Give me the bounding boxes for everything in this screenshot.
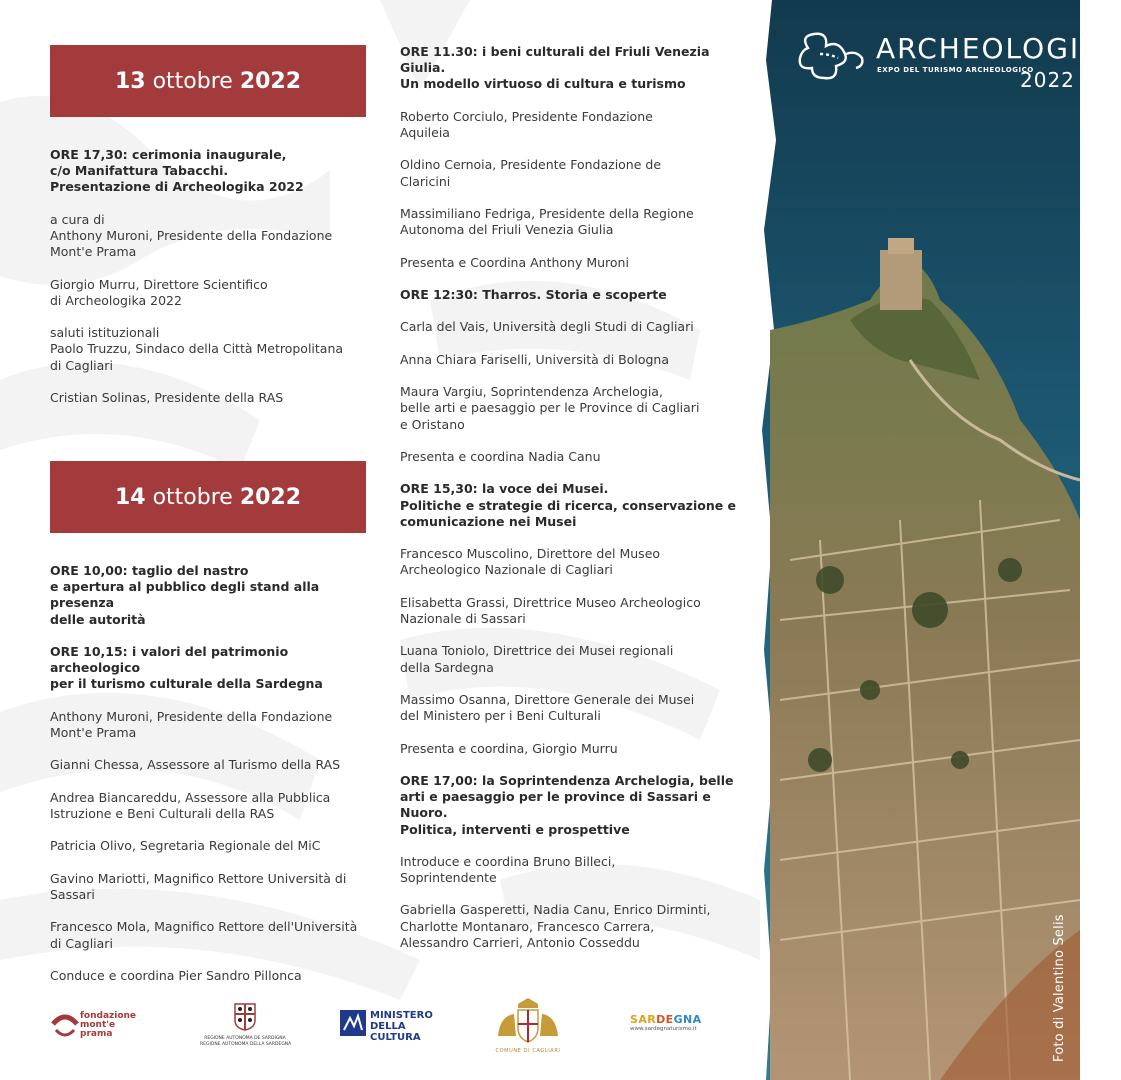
program-heading: ORE 11.30: i beni culturali del Friuli Venezia Giulia. Un modello virtuoso di cultura e turismo [400,44,710,92]
fmp-line1: fondazione [80,1011,137,1021]
archeologika-logo [790,26,1121,96]
program-entry: Presenta e Coordina Anthony Muroni [400,254,629,270]
monte-prama-arc-icon [50,1010,80,1044]
sardegna-name [630,1014,720,1026]
mic-emblem-icon [340,1010,366,1036]
sardinia-crest-icon [233,1002,257,1032]
date-year: 2022 [239,484,302,510]
day2-program [50,563,380,1000]
ras-line2: REGIONE AUTONOMA DELLA SARDEGNA [200,1042,292,1047]
program-heading: ORE 17,00: la Soprintendenza Archelogia, belle arti e paesaggio per le province di Sassari e Nuoro. Politica, interventi e prospettive [400,772,734,837]
regione-sardegna-logo [200,1002,290,1050]
date-month: ottobre [152,484,233,510]
sardegna-name-part2: DE [656,1013,674,1026]
program-entry: Patricia Olivo, Segretaria Regionale del MiC [50,838,321,854]
ras-line1: REGIONE AUTONOMA DE SARDIGNA [204,1036,286,1041]
program-entry: Maura Vargiu, Soprintendenza Archelogia, belle arti e paesaggio per le Province di Cagliari e Oristano [400,384,700,432]
program-entry: Gavino Mariotti, Magnifico Rettore Università di Sassari [50,870,347,902]
program-entry: Cristian Solinas, Presidente della RAS [50,389,284,405]
sponsor-logos [0,990,760,1080]
program-entry: Giorgio Murru, Direttore Scientifico di Archeologika 2022 [50,276,268,308]
date-number: 14 [114,484,146,510]
program-entry: Francesco Mola, Magnifico Rettore dell'Università di Cagliari [50,919,358,951]
program-entry: Anthony Muroni, Presidente della Fondazione Mont'e Prama [50,708,333,740]
program-entry: Massimiliano Fedriga, Presidente della Regione Autonoma del Friuli Venezia Giulia [400,205,694,238]
cagliari-text: COMUNE DI CAGLIARI [495,1048,561,1054]
program-entry: Carla del Vais, Università degli Studi di Cagliari [400,319,694,335]
fondazione-monte-prama-logo [50,1010,145,1050]
aerial-photo-illustration [760,0,1080,1080]
program-entry: Oldino Cernoia, Presidente Fondazione de Claricini [400,157,662,189]
date-banner-day1 [50,45,366,117]
comune-cagliari-logo [490,996,566,1058]
day1-program [50,147,380,422]
program-entry: Introduce e coordina Bruno Billeci, Soprintendente [400,853,616,886]
brand-year: 2022 [1020,68,1075,92]
date-number: 13 [114,68,146,94]
date-month: ottobre [152,68,233,94]
program-entry: Roberto Corciulo, Presidente Fondazione Aquileia [400,108,653,140]
sardegna-name-part1: SAR [630,1013,657,1026]
date-banner-day2 [50,461,366,533]
program-entry: Gabriella Gasperetti, Nadia Canu, Enrico Dirminti, Charlotte Montanaro, Francesco Carrera, Alessandro Carrieri, Antonio Cosseddu [400,902,711,950]
photo-credit: Foto di Valentino Selis [1052,914,1067,1062]
program-entry: saluti istituzionali Paolo Truzzu, Sindaco della Città Metropolitana di Cagliari [50,325,344,373]
program-entry: Elisabetta Grassi, Direttrice Museo Archeologico Nazionale di Sassari [400,594,701,626]
cagliari-coat-of-arms-icon [490,996,566,1046]
aerial-photo [760,0,1080,1080]
brand-name: ARCHEOLOGIKA [876,32,1121,65]
date-year: 2022 [239,68,302,94]
program-entry: Gianni Chessa, Assessore al Turismo della RAS [50,757,341,773]
ministero-cultura-logo [340,1010,433,1046]
program-heading: ORE 15,30: la voce dei Musei. Politiche e strategie di ricerca, conservazione e comunicazione nei Musei [400,481,737,529]
archeologika-emblem-icon [790,26,870,86]
program-entry: Anna Chiara Fariselli, Università di Bologna [400,351,670,367]
program-entry: Andrea Biancareddu, Assessore alla Pubblica Istruzione e Beni Culturali della RAS [50,789,331,821]
program-entry: Presenta e coordina, Giorgio Murru [400,740,618,756]
program-entry: Luana Toniolo, Direttrice dei Musei regionali della Sardegna [400,643,674,675]
sardegna-turismo-logo [630,1014,720,1038]
brand-subtitle: EXPO DEL TURISMO ARCHEOLOGICO [877,66,1034,74]
program-heading: ORE 17,30: cerimonia inaugurale, c/o Manifattura Tabacchi. Presentazione di Archeologika 2022 [50,147,304,195]
day2-program-continued [400,44,750,967]
program-entry: Conduce e coordina Pier Sandro Pillonca [50,967,302,983]
mic-text: MINISTERO DELLA CULTURA [370,1010,433,1043]
sardegna-name-part3: GNA [673,1013,702,1026]
sardegna-url: www.sardegnaturismo.it [630,1026,697,1032]
program-heading: ORE 10,15: i valori del patrimonio archeologico per il turismo culturale della Sardegna [50,644,323,692]
program-heading: ORE 10,00: taglio del nastro e apertura al pubblico degli stand alla presenza delle autorità [50,563,320,627]
program-entry: Francesco Muscolino, Direttore del Museo Archeologico Nazionale di Cagliari [400,546,661,578]
program-entry: Massimo Osanna, Direttore Generale dei Musei del Ministero per i Beni Culturali [400,691,695,724]
program-heading: ORE 12:30: Tharros. Storia e scoperte [400,286,667,302]
fmp-line2: mont'e prama [80,1020,116,1039]
program-entry: Presenta e coordina Nadia Canu [400,448,601,464]
program-entry: a cura di Anthony Muroni, Presidente della Fondazione Mont'e Prama [50,211,333,260]
